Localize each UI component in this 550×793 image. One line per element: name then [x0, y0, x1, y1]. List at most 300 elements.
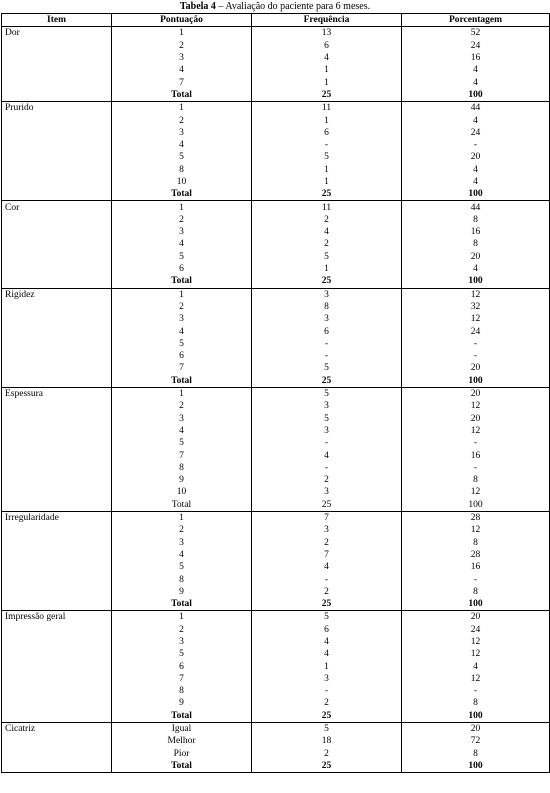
- percentage-cell: 24: [402, 40, 550, 52]
- percentage-cell: 20: [402, 611, 550, 624]
- percentage-cell: 4: [402, 660, 550, 672]
- score-cell: Total: [112, 375, 252, 388]
- table-row: [2, 102, 550, 115]
- frequency-cell: 2: [252, 586, 402, 598]
- item-cell: [2, 462, 112, 474]
- percentage-cell: 100: [402, 375, 550, 388]
- table-row: [2, 573, 550, 585]
- frequency-cell: 6: [252, 325, 402, 337]
- table-row: [2, 52, 550, 64]
- percentage-cell: 8: [402, 586, 550, 598]
- percentage-cell: 24: [402, 127, 550, 139]
- table-row: [2, 301, 550, 313]
- score-cell: 8: [112, 164, 252, 176]
- frequency-cell: 7: [252, 511, 402, 524]
- percentage-cell: 16: [402, 449, 550, 461]
- percentage-cell: 20: [402, 251, 550, 263]
- score-cell: 5: [112, 151, 252, 163]
- item-cell: [2, 673, 112, 685]
- table-row: [2, 462, 550, 474]
- percentage-cell: 16: [402, 561, 550, 573]
- frequency-cell: 25: [252, 89, 402, 102]
- percentage-cell: 12: [402, 486, 550, 498]
- item-cell: [2, 151, 112, 163]
- header-percentage: Porcentagem: [402, 14, 550, 27]
- total-row: [2, 710, 550, 723]
- item-cell: [2, 710, 112, 723]
- table-row: [2, 611, 550, 624]
- percentage-cell: 4: [402, 263, 550, 275]
- score-cell: 5: [112, 251, 252, 263]
- total-row: [2, 499, 550, 512]
- item-cell: [2, 76, 112, 88]
- percentage-cell: 12: [402, 313, 550, 325]
- table-row: [2, 325, 550, 337]
- score-cell: Total: [112, 710, 252, 723]
- score-cell: 1: [112, 387, 252, 400]
- score-cell: 7: [112, 362, 252, 374]
- patient-evaluation-table: [1, 13, 550, 773]
- frequency-cell: 11: [252, 102, 402, 115]
- table-row: [2, 139, 550, 151]
- percentage-cell: 20: [402, 151, 550, 163]
- percentage-cell: 20: [402, 413, 550, 425]
- percentage-cell: 12: [402, 400, 550, 412]
- header-item: Item: [2, 14, 112, 27]
- score-cell: 4: [112, 139, 252, 151]
- score-cell: 2: [112, 301, 252, 313]
- score-cell: 4: [112, 325, 252, 337]
- score-cell: Total: [112, 89, 252, 102]
- item-cell: [2, 624, 112, 636]
- percentage-cell: -: [402, 350, 550, 362]
- table-row: [2, 226, 550, 238]
- table-caption-label: Tabela 4: [179, 1, 216, 12]
- score-cell: 1: [112, 288, 252, 301]
- table-row: [2, 586, 550, 598]
- table-row: [2, 214, 550, 226]
- item-cell: [2, 275, 112, 288]
- table-row: [2, 474, 550, 486]
- table-row: [2, 735, 550, 747]
- table-row: [2, 648, 550, 660]
- frequency-cell: 5: [252, 362, 402, 374]
- table-row: [2, 238, 550, 250]
- item-cell: [2, 64, 112, 76]
- item-cell: [2, 549, 112, 561]
- item-cell: [2, 474, 112, 486]
- percentage-cell: 12: [402, 288, 550, 301]
- frequency-cell: 4: [252, 636, 402, 648]
- table-row: [2, 486, 550, 498]
- item-cell: [2, 598, 112, 611]
- score-cell: 2: [112, 524, 252, 536]
- score-cell: 9: [112, 697, 252, 709]
- table-row: [2, 288, 550, 301]
- frequency-cell: -: [252, 462, 402, 474]
- score-cell: 3: [112, 413, 252, 425]
- percentage-cell: -: [402, 462, 550, 474]
- table-row: [2, 561, 550, 573]
- percentage-cell: 4: [402, 164, 550, 176]
- table-row: [2, 313, 550, 325]
- frequency-cell: 5: [252, 251, 402, 263]
- item-cell: [2, 362, 112, 374]
- percentage-cell: 20: [402, 387, 550, 400]
- score-cell: 6: [112, 263, 252, 275]
- item-cell: [2, 226, 112, 238]
- item-cell: [2, 313, 112, 325]
- item-cell: [2, 263, 112, 275]
- item-cell: [2, 164, 112, 176]
- table-row: [2, 722, 550, 735]
- table-row: [2, 748, 550, 760]
- score-cell: 2: [112, 214, 252, 226]
- item-cell: [2, 437, 112, 449]
- frequency-cell: 13: [252, 27, 402, 40]
- table-row: [2, 362, 550, 374]
- item-cell: [2, 735, 112, 747]
- percentage-cell: 44: [402, 102, 550, 115]
- frequency-cell: 18: [252, 735, 402, 747]
- percentage-cell: 16: [402, 52, 550, 64]
- item-name: Espessura: [2, 387, 112, 400]
- frequency-cell: 6: [252, 127, 402, 139]
- item-cell: [2, 660, 112, 672]
- item-cell: [2, 176, 112, 188]
- frequency-cell: 25: [252, 499, 402, 512]
- percentage-cell: 12: [402, 524, 550, 536]
- frequency-cell: 4: [252, 648, 402, 660]
- percentage-cell: 8: [402, 238, 550, 250]
- percentage-cell: 28: [402, 549, 550, 561]
- table-row: [2, 449, 550, 461]
- total-row: [2, 375, 550, 388]
- percentage-cell: 16: [402, 226, 550, 238]
- total-row: [2, 275, 550, 288]
- percentage-cell: 8: [402, 536, 550, 548]
- percentage-cell: 100: [402, 499, 550, 512]
- table-row: [2, 201, 550, 214]
- frequency-cell: 3: [252, 313, 402, 325]
- frequency-cell: 1: [252, 164, 402, 176]
- score-cell: 5: [112, 338, 252, 350]
- percentage-cell: 20: [402, 722, 550, 735]
- frequency-cell: 5: [252, 387, 402, 400]
- item-cell: [2, 486, 112, 498]
- table-row: [2, 387, 550, 400]
- score-cell: 2: [112, 624, 252, 636]
- item-cell: [2, 127, 112, 139]
- score-cell: Total: [112, 760, 252, 773]
- percentage-cell: 20: [402, 362, 550, 374]
- percentage-cell: 8: [402, 214, 550, 226]
- item-cell: [2, 748, 112, 760]
- percentage-cell: 4: [402, 76, 550, 88]
- frequency-cell: -: [252, 338, 402, 350]
- table-caption: [0, 0, 550, 13]
- score-cell: Total: [112, 499, 252, 512]
- score-cell: 1: [112, 102, 252, 115]
- item-cell: [2, 524, 112, 536]
- item-cell: [2, 338, 112, 350]
- table-row: [2, 524, 550, 536]
- frequency-cell: 2: [252, 474, 402, 486]
- table-row: [2, 251, 550, 263]
- score-cell: 5: [112, 561, 252, 573]
- frequency-cell: 3: [252, 673, 402, 685]
- table-row: [2, 76, 550, 88]
- score-cell: 3: [112, 536, 252, 548]
- table-row: [2, 624, 550, 636]
- score-cell: Total: [112, 275, 252, 288]
- score-cell: 1: [112, 27, 252, 40]
- item-cell: [2, 214, 112, 226]
- item-cell: [2, 636, 112, 648]
- percentage-cell: 12: [402, 648, 550, 660]
- item-cell: [2, 375, 112, 388]
- item-name: Dor: [2, 27, 112, 40]
- frequency-cell: 4: [252, 561, 402, 573]
- percentage-cell: 100: [402, 598, 550, 611]
- item-name: Impressão geral: [2, 611, 112, 624]
- table-row: [2, 263, 550, 275]
- table-row: [2, 673, 550, 685]
- item-cell: [2, 114, 112, 126]
- frequency-cell: 8: [252, 301, 402, 313]
- item-cell: [2, 499, 112, 512]
- table-row: [2, 549, 550, 561]
- total-row: [2, 760, 550, 773]
- item-cell: [2, 425, 112, 437]
- item-cell: [2, 586, 112, 598]
- score-cell: 9: [112, 586, 252, 598]
- item-cell: [2, 561, 112, 573]
- frequency-cell: -: [252, 685, 402, 697]
- score-cell: 3: [112, 127, 252, 139]
- percentage-cell: 12: [402, 673, 550, 685]
- frequency-cell: 1: [252, 660, 402, 672]
- table-row: [2, 697, 550, 709]
- item-cell: [2, 449, 112, 461]
- score-cell: Total: [112, 598, 252, 611]
- percentage-cell: 100: [402, 89, 550, 102]
- item-cell: [2, 685, 112, 697]
- frequency-cell: 7: [252, 549, 402, 561]
- item-cell: [2, 573, 112, 585]
- frequency-cell: 1: [252, 76, 402, 88]
- table-row: [2, 413, 550, 425]
- frequency-cell: 2: [252, 536, 402, 548]
- percentage-cell: 24: [402, 624, 550, 636]
- percentage-cell: 24: [402, 325, 550, 337]
- percentage-cell: 8: [402, 697, 550, 709]
- percentage-cell: 12: [402, 425, 550, 437]
- percentage-cell: 4: [402, 64, 550, 76]
- item-cell: [2, 251, 112, 263]
- score-cell: 8: [112, 462, 252, 474]
- percentage-cell: -: [402, 139, 550, 151]
- score-cell: 4: [112, 425, 252, 437]
- score-cell: 7: [112, 449, 252, 461]
- percentage-cell: 8: [402, 748, 550, 760]
- frequency-cell: 5: [252, 151, 402, 163]
- percentage-cell: 100: [402, 275, 550, 288]
- table-row: [2, 151, 550, 163]
- table-row: [2, 64, 550, 76]
- item-cell: [2, 89, 112, 102]
- item-cell: [2, 350, 112, 362]
- header-score: Pontuação: [112, 14, 252, 27]
- score-cell: Total: [112, 188, 252, 201]
- frequency-cell: 4: [252, 52, 402, 64]
- percentage-cell: 4: [402, 114, 550, 126]
- frequency-cell: 25: [252, 760, 402, 773]
- table-row: [2, 437, 550, 449]
- percentage-cell: -: [402, 573, 550, 585]
- frequency-cell: -: [252, 437, 402, 449]
- table-row: [2, 164, 550, 176]
- percentage-cell: 44: [402, 201, 550, 214]
- frequency-cell: 3: [252, 288, 402, 301]
- header-row: [2, 14, 550, 27]
- frequency-cell: 25: [252, 188, 402, 201]
- table-row: [2, 536, 550, 548]
- percentage-cell: 52: [402, 27, 550, 40]
- score-cell: 8: [112, 685, 252, 697]
- frequency-cell: 25: [252, 375, 402, 388]
- item-cell: [2, 760, 112, 773]
- frequency-cell: 2: [252, 697, 402, 709]
- item-cell: [2, 697, 112, 709]
- score-cell: 6: [112, 350, 252, 362]
- percentage-cell: -: [402, 685, 550, 697]
- total-row: [2, 89, 550, 102]
- percentage-cell: 100: [402, 188, 550, 201]
- frequency-cell: 5: [252, 611, 402, 624]
- table-row: [2, 400, 550, 412]
- frequency-cell: 25: [252, 710, 402, 723]
- frequency-cell: 5: [252, 722, 402, 735]
- item-name: Cor: [2, 201, 112, 214]
- table-row: [2, 40, 550, 52]
- table-row: [2, 114, 550, 126]
- percentage-cell: -: [402, 437, 550, 449]
- table-row: [2, 685, 550, 697]
- frequency-cell: 3: [252, 425, 402, 437]
- frequency-cell: 6: [252, 40, 402, 52]
- item-cell: [2, 301, 112, 313]
- score-cell: 7: [112, 76, 252, 88]
- item-cell: [2, 139, 112, 151]
- table-row: [2, 350, 550, 362]
- score-cell: Igual: [112, 722, 252, 735]
- score-cell: 5: [112, 437, 252, 449]
- score-cell: 4: [112, 64, 252, 76]
- frequency-cell: -: [252, 139, 402, 151]
- frequency-cell: 25: [252, 275, 402, 288]
- frequency-cell: 1: [252, 64, 402, 76]
- item-cell: [2, 325, 112, 337]
- item-cell: [2, 238, 112, 250]
- frequency-cell: 11: [252, 201, 402, 214]
- score-cell: 2: [112, 400, 252, 412]
- score-cell: 2: [112, 40, 252, 52]
- score-cell: Melhor: [112, 735, 252, 747]
- percentage-cell: 28: [402, 511, 550, 524]
- score-cell: 6: [112, 660, 252, 672]
- percentage-cell: 32: [402, 301, 550, 313]
- score-cell: 5: [112, 648, 252, 660]
- frequency-cell: 5: [252, 413, 402, 425]
- table-row: [2, 425, 550, 437]
- score-cell: Pior: [112, 748, 252, 760]
- table-row: [2, 27, 550, 40]
- item-cell: [2, 400, 112, 412]
- frequency-cell: 4: [252, 449, 402, 461]
- table-row: [2, 176, 550, 188]
- percentage-cell: -: [402, 338, 550, 350]
- header-frequency: Frequência: [252, 14, 402, 27]
- item-name: Cicatriz: [2, 722, 112, 735]
- item-name: Prurido: [2, 102, 112, 115]
- score-cell: 4: [112, 549, 252, 561]
- percentage-cell: 100: [402, 760, 550, 773]
- frequency-cell: 2: [252, 238, 402, 250]
- item-name: Rigidez: [2, 288, 112, 301]
- frequency-cell: 3: [252, 524, 402, 536]
- score-cell: 1: [112, 511, 252, 524]
- frequency-cell: 1: [252, 263, 402, 275]
- score-cell: 8: [112, 573, 252, 585]
- frequency-cell: -: [252, 350, 402, 362]
- score-cell: 2: [112, 114, 252, 126]
- score-cell: 3: [112, 52, 252, 64]
- score-cell: 1: [112, 201, 252, 214]
- percentage-cell: 100: [402, 710, 550, 723]
- item-cell: [2, 40, 112, 52]
- table-row: [2, 660, 550, 672]
- frequency-cell: 2: [252, 214, 402, 226]
- total-row: [2, 598, 550, 611]
- frequency-cell: 4: [252, 226, 402, 238]
- score-cell: 10: [112, 486, 252, 498]
- table-row: [2, 636, 550, 648]
- percentage-cell: 8: [402, 474, 550, 486]
- table-row: [2, 511, 550, 524]
- score-cell: 4: [112, 238, 252, 250]
- item-cell: [2, 536, 112, 548]
- item-cell: [2, 648, 112, 660]
- item-name: Irregularidade: [2, 511, 112, 524]
- frequency-cell: -: [252, 573, 402, 585]
- score-cell: 7: [112, 673, 252, 685]
- item-cell: [2, 413, 112, 425]
- percentage-cell: 12: [402, 636, 550, 648]
- percentage-cell: 72: [402, 735, 550, 747]
- frequency-cell: 3: [252, 400, 402, 412]
- frequency-cell: 25: [252, 598, 402, 611]
- frequency-cell: 1: [252, 176, 402, 188]
- score-cell: 3: [112, 636, 252, 648]
- score-cell: 3: [112, 226, 252, 238]
- item-cell: [2, 52, 112, 64]
- table-row: [2, 338, 550, 350]
- score-cell: 1: [112, 611, 252, 624]
- frequency-cell: 1: [252, 114, 402, 126]
- frequency-cell: 3: [252, 486, 402, 498]
- score-cell: 3: [112, 313, 252, 325]
